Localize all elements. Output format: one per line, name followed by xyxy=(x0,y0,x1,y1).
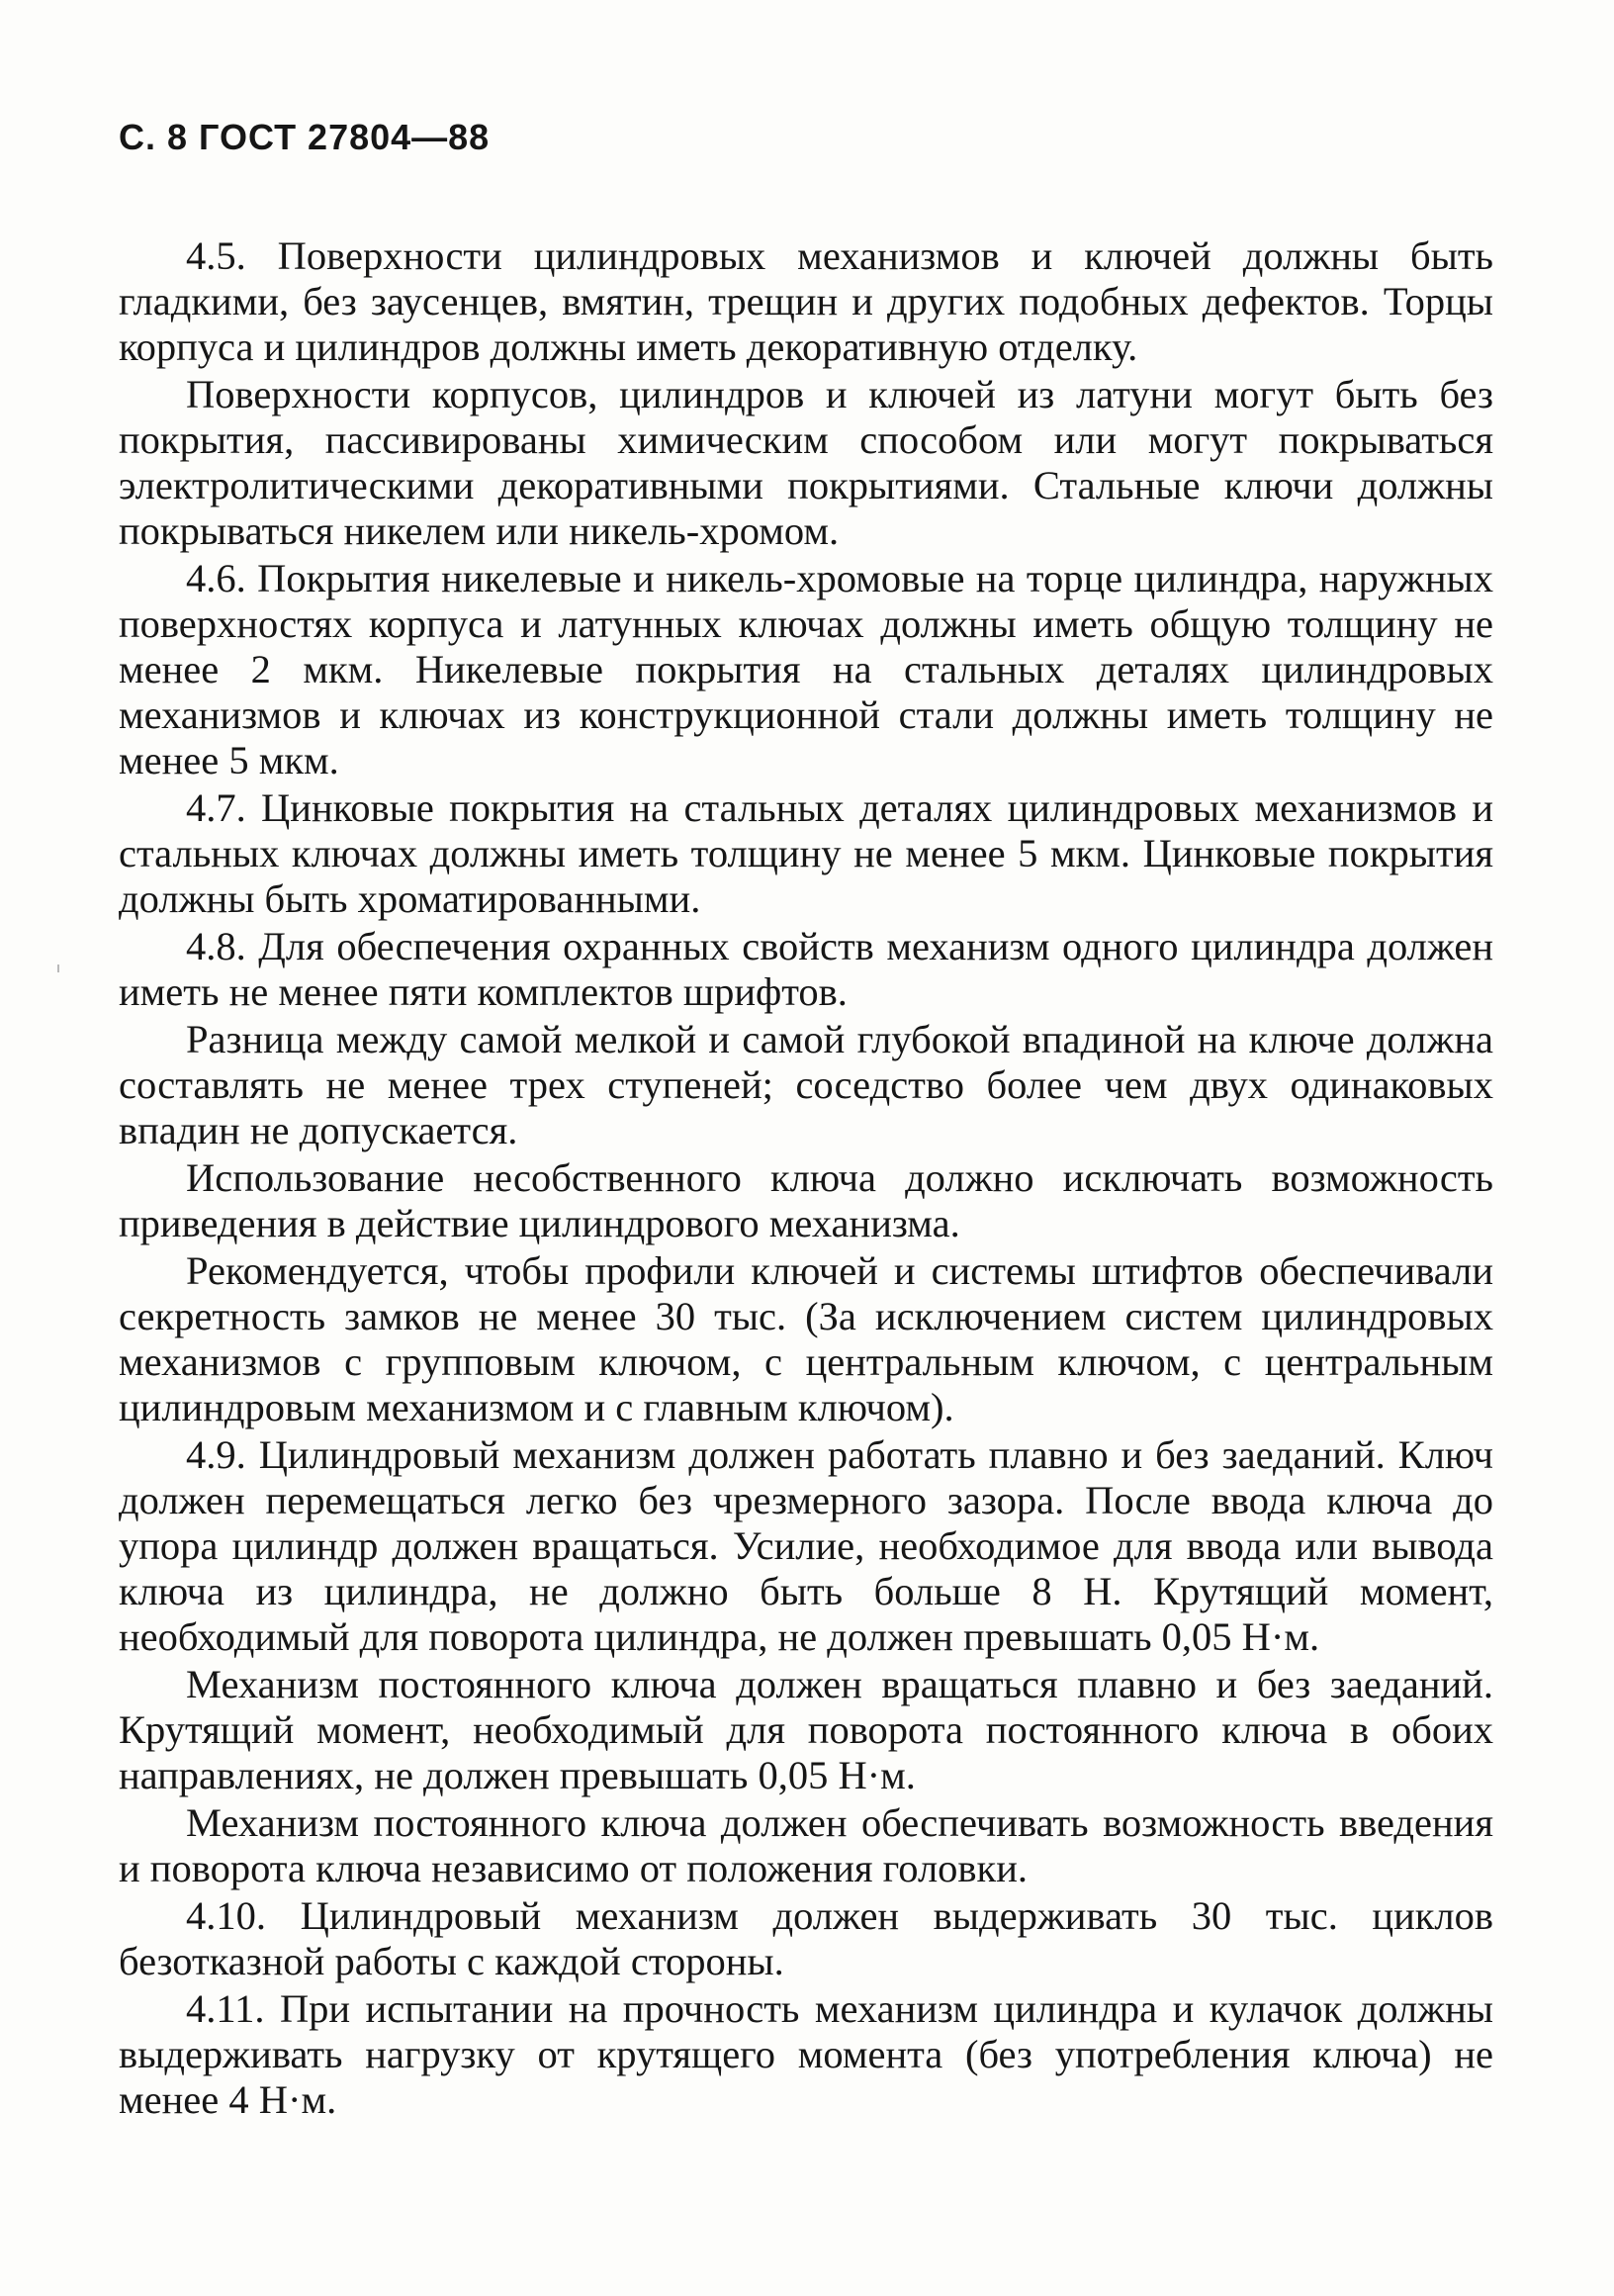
paragraph-4-8-foreign-key: Использование несобственного ключа должно исключать возможность приведения в действие цилиндрового механизма. xyxy=(119,1155,1493,1245)
document-body xyxy=(119,233,1493,2125)
page-header: С. 8 ГОСТ 27804—88 xyxy=(119,117,491,157)
paragraph-4-8: 4.8. Для обеспечения охранных свойств механизм одного цилиндра должен иметь не менее пяти комплектов шрифтов. xyxy=(119,924,1493,1014)
paragraph-4-9-permanent-key: Механизм постоянного ключа должен вращаться плавно и без заеданий. Крутящий момент, необходимый для поворота постоянного ключа в обоих направлениях, не должен превышать 0,05 Н·м. xyxy=(119,1662,1493,1797)
paragraph-4-9-permanent-key-insertion: Механизм постоянного ключа должен обеспечивать возможность введения и поворота ключа независимо от положения головки. xyxy=(119,1800,1493,1890)
paragraph-4-5-coatings: Поверхности корпусов, цилиндров и ключей из латуни могут быть без покрытия, пассивированы химическим способом или могут покрываться электролитическими декоративными покрытиями. Стальные ключи должны покрываться никелем или никель-хромом. xyxy=(119,372,1493,553)
paragraph-4-11: 4.11. При испытании на прочность механизм цилиндра и кулачок должны выдерживать нагрузку от крутящего момента (без употребления ключа) не менее 4 Н·м. xyxy=(119,1986,1493,2122)
paragraph-4-10: 4.10. Цилиндровый механизм должен выдерживать 30 тыс. циклов безотказной работы с каждой стороны. xyxy=(119,1893,1493,1983)
paragraph-4-8-recommendation: Рекомендуется, чтобы профили ключей и системы штифтов обеспечивали секретность замков не менее 30 тыс. (За исключением систем цилиндровых механизмов с групповым ключом, с центральным ключом, с центральным цилиндровым механизмом и с главным ключом). xyxy=(119,1248,1493,1429)
margin-mark xyxy=(57,964,59,972)
paragraph-4-9: 4.9. Цилиндровый механизм должен работать плавно и без заеданий. Ключ должен перемещаться легко без чрезмерного зазора. После ввода ключа до упора цилиндр должен вращаться. Усилие, необходимое для ввода или вывода ключа из цилиндра, не должно быть больше 8 Н. Крутящий момент, необходимый для поворота цилиндра, не должен превышать 0,05 Н·м. xyxy=(119,1432,1493,1659)
paragraph-4-5: 4.5. Поверхности цилиндровых механизмов и ключей должны быть гладкими, без заусенцев, вмятин, трещин и других подобных дефектов. Торцы корпуса и цилиндров должны иметь декоративную отделку. xyxy=(119,233,1493,369)
paragraph-4-6: 4.6. Покрытия никелевые и никель-хромовые на торце цилиндра, наружных поверхностях корпуса и латунных ключах должны иметь общую толщину не менее 2 мкм. Никелевые покрытия на стальных деталях цилиндровых механизмов и ключах из конструкционной стали должны иметь толщину не менее 5 мкм. xyxy=(119,556,1493,782)
paragraph-4-7: 4.7. Цинковые покрытия на стальных деталях цилиндровых механизмов и стальных ключах должны иметь толщину не менее 5 мкм. Цинковые покрытия должны быть хроматированными. xyxy=(119,785,1493,921)
paragraph-4-8-depth-difference: Разница между самой мелкой и самой глубокой впадиной на ключе должна составлять не менее трех ступеней; соседство более чем двух одинаковых впадин не допускается. xyxy=(119,1017,1493,1152)
